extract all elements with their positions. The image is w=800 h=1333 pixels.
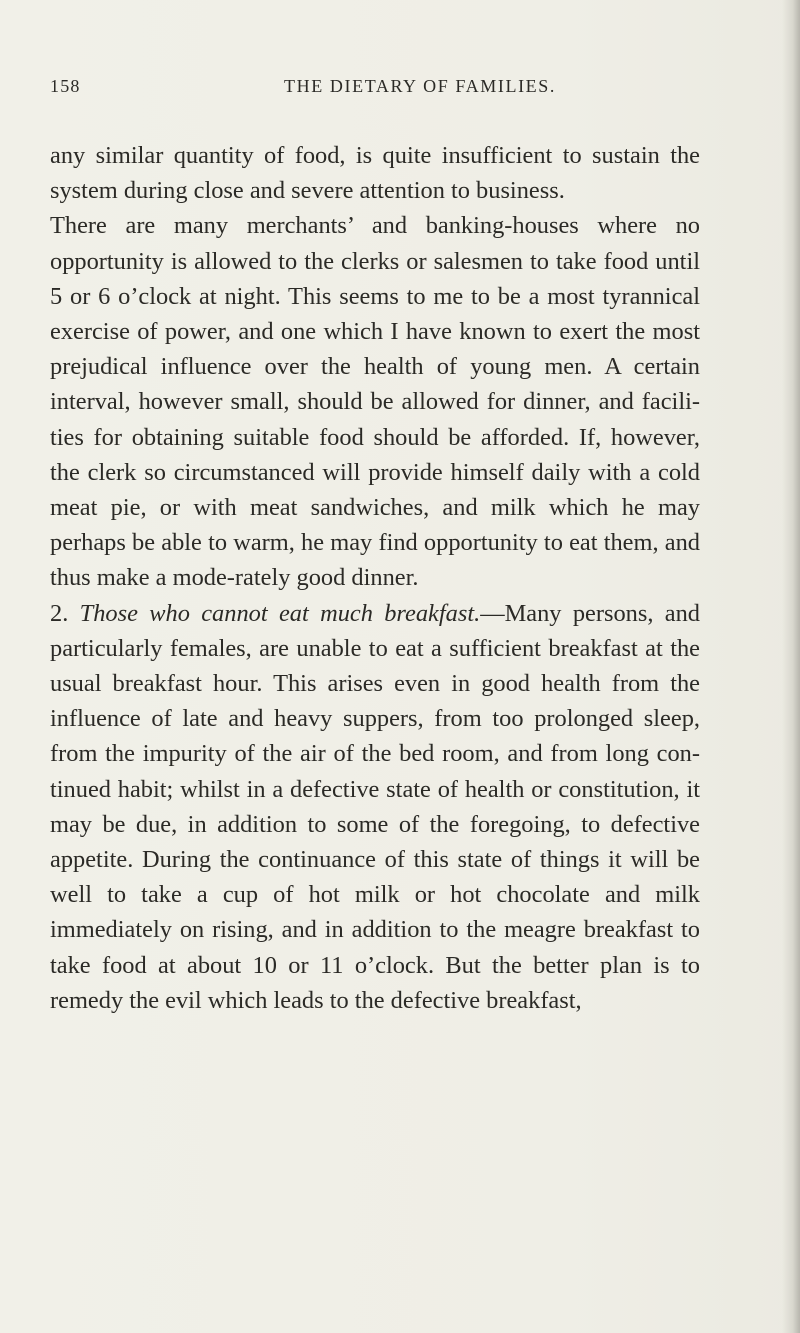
running-head: THE DIETARY OF FAMILIES.: [284, 76, 556, 96]
paragraph-breakfast: [50, 596, 700, 1018]
page-number: 158: [50, 76, 81, 96]
page-body: [50, 138, 700, 1018]
section-number: 2.: [50, 599, 69, 627]
section-text: —Many persons, and particularly females, are unable to eat a sufficient breakfast at the usual breakfast hour. This arises even in good health from the influence of late and heavy suppers, from too prolonged sleep, from the impurity of the air of the bed room, and from long con-tinued habit; whilst in a defective state of health or constitution, it may be due, in addition to some of the foregoing, to defective appetite. During the continuance of this state of things it will be well to take a cup of hot milk or hot chocolate and milk immediately on rising, and in addition to the meagre breakfast to take food at about 10 or 11 o’clock. But the better plan is to remedy the evil which leads to the defective breakfast,: [50, 599, 700, 1014]
page-edge-shadow: [782, 0, 800, 1333]
section-title: Those who cannot eat much breakfast.: [79, 599, 481, 627]
page-header: [50, 76, 750, 106]
paragraph-continuation: any similar quantity of food, is quite insufficient to sustain the system during close and severe attention to business.: [50, 142, 700, 205]
paragraph-merchants: There are many merchants’ and banking-houses where no opportunity is allowed to the clerks or salesmen to take food until 5 or 6 o’clock at night. This seems to me to be a most tyrannical exercise of power, and one which I have known to exert the most prejudical influence over the health of young men. A certain interval, however small, should be allowed for dinner, and facili-ties for obtaining suitable food should be afforded. If, however, the clerk so circumstanced will provide himself daily with a cold meat pie, or with meat sandwiches, and milk which he may perhaps be able to warm, he may find opportunity to eat them, and thus make a mode-rately good dinner.: [50, 212, 700, 592]
